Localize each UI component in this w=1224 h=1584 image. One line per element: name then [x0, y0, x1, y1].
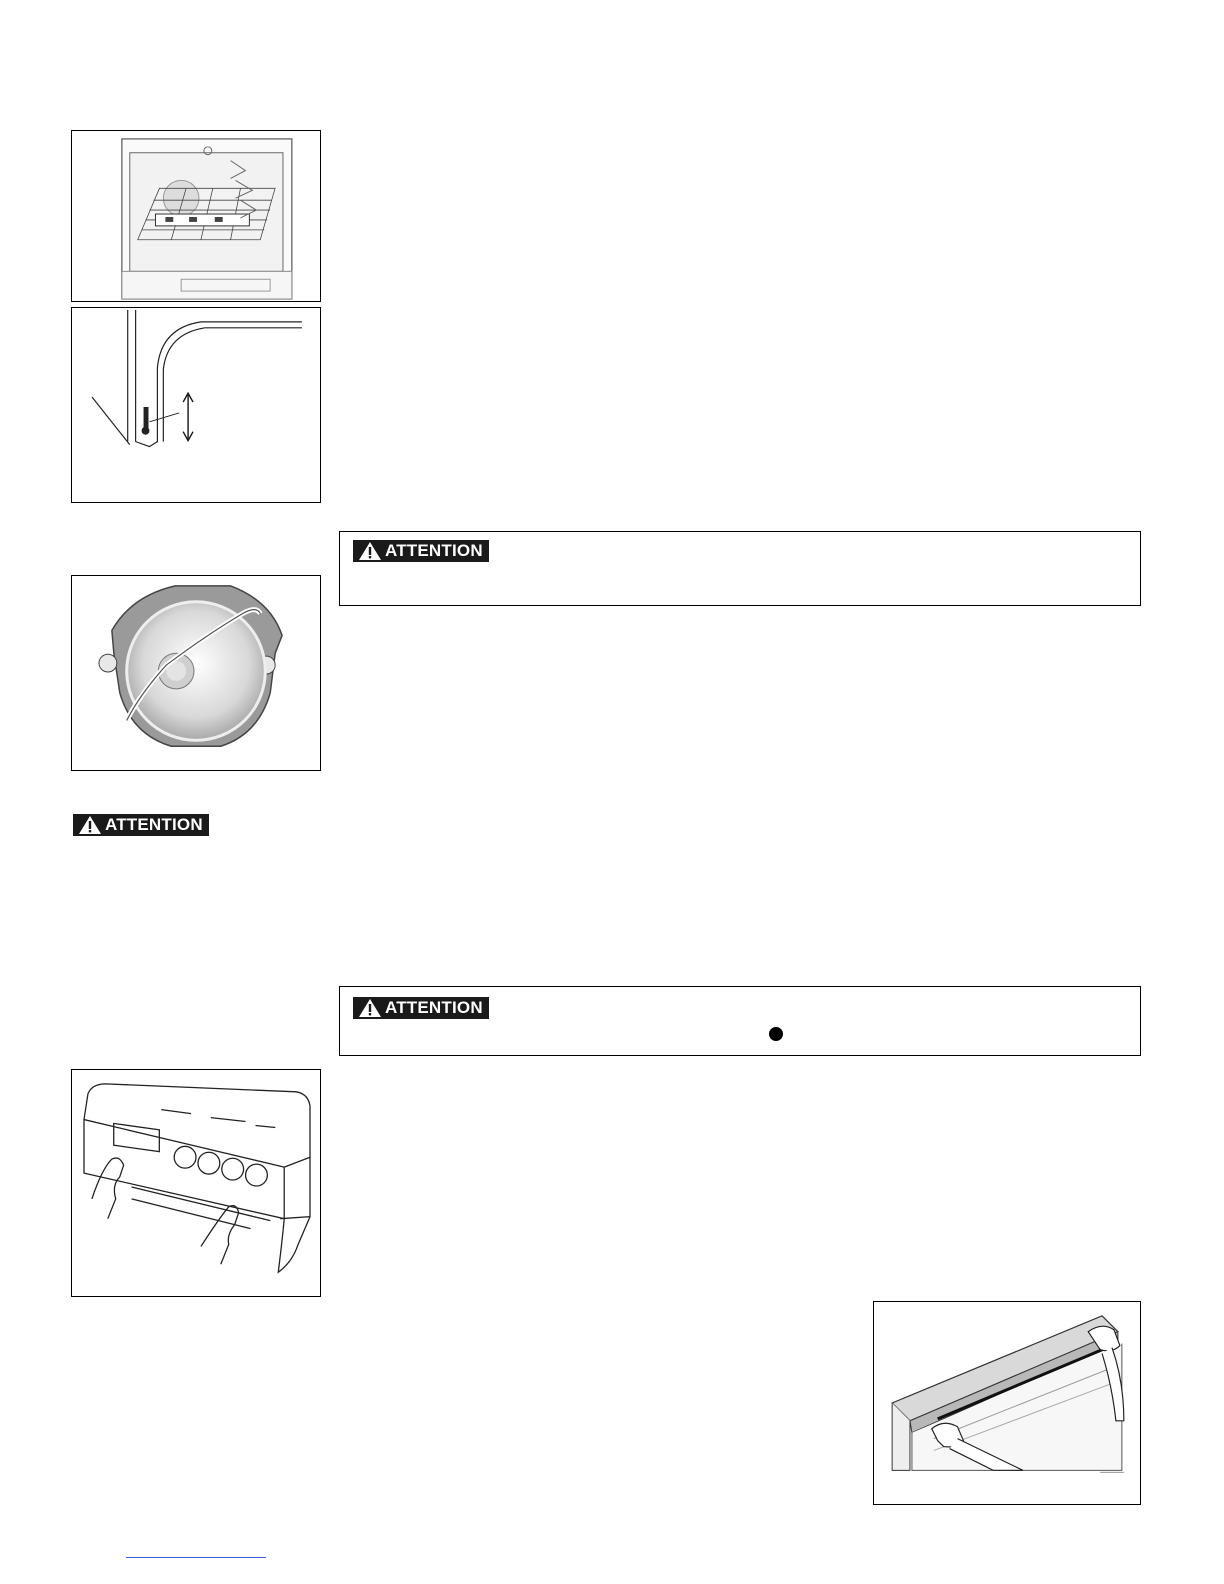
- door-top-trim-figure: [873, 1301, 1141, 1505]
- bullet-dot-icon: [769, 1027, 783, 1041]
- door-trim-illustration: [874, 1302, 1140, 1504]
- warning-triangle-icon: [78, 815, 102, 835]
- oven-rack-illustration: [72, 131, 320, 301]
- attention-notice-box-1: [339, 531, 1141, 606]
- attention-badge-3: [353, 997, 489, 1019]
- rack-stop-detail-figure: [71, 307, 321, 503]
- attention-label: ATTENTION: [105, 815, 203, 834]
- attention-label: ATTENTION: [385, 541, 483, 560]
- page-link-underline[interactable]: [126, 1557, 266, 1558]
- oven-light-illustration: [72, 576, 320, 770]
- attention-badge-2: [73, 814, 209, 836]
- attention-label: ATTENTION: [385, 998, 483, 1017]
- attention-badge-1: [353, 540, 489, 562]
- warning-triangle-icon: [358, 998, 382, 1018]
- oven-rack-figure: [71, 130, 321, 302]
- warning-triangle-icon: [358, 541, 382, 561]
- backguard-removal-figure: [71, 1069, 321, 1297]
- attention-notice-box-3: [339, 986, 1141, 1056]
- backguard-illustration: [72, 1070, 320, 1296]
- rack-stop-illustration: [72, 308, 320, 502]
- oven-light-cover-figure: [71, 575, 321, 771]
